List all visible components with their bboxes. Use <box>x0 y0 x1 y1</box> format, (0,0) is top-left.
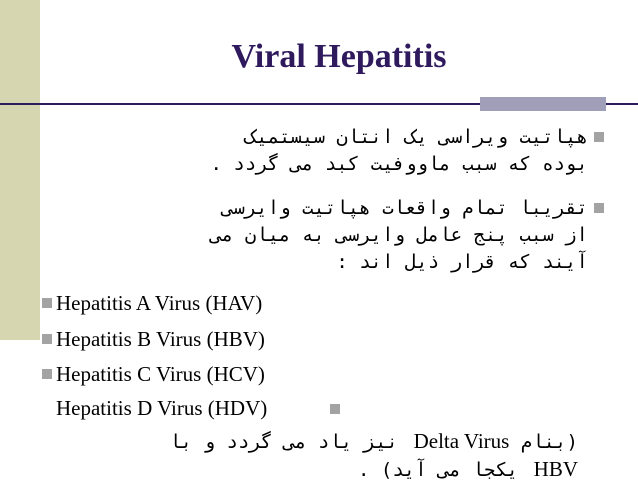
virus-item-a <box>56 291 262 316</box>
rtl-bullet-1-line-2: بوده که سبب ماووفیت کبد می گردد . <box>210 153 588 175</box>
virus-item-label: Hepatitis A Virus (HAV) <box>56 291 263 315</box>
bullet-square-icon <box>42 298 52 308</box>
virus-item-c <box>56 362 265 387</box>
virus-item-d <box>56 396 267 421</box>
delta-note-line-1 <box>169 428 578 456</box>
virus-item-label: Hepatitis C Virus (HCV) <box>56 362 265 386</box>
rtl-bullet-2-line-2: از سبب پنج عامل وایرسی به میان می <box>210 224 588 246</box>
title-rule-block <box>480 97 606 111</box>
bullet-square-icon <box>330 404 340 414</box>
delta-note-hbv: HBV <box>533 457 578 481</box>
delta-note-end: یکجا می آید) . <box>358 459 519 481</box>
delta-note-pre: (بنام <box>520 431 578 453</box>
rtl-bullet-2-line-1: تقریبا تمام واقعات هپاتیت وایرسی <box>221 197 588 219</box>
bullet-square-icon <box>42 369 52 379</box>
delta-note <box>169 428 578 484</box>
delta-note-line-2 <box>169 456 578 484</box>
bullet-square-icon <box>594 203 604 213</box>
rtl-bullet-1-line-1: هپاتیت ویراسی یک انتان سیستمیک <box>244 126 588 148</box>
virus-item-b <box>56 327 265 352</box>
rtl-bullet-2 <box>211 195 589 276</box>
virus-item-label: Hepatitis D Virus (HDV) <box>56 396 268 420</box>
rtl-bullet-1 <box>211 124 589 178</box>
bullet-square-icon <box>594 132 604 142</box>
delta-note-latin: Delta Virus <box>413 429 510 453</box>
slide-title: Viral Hepatitis <box>231 38 447 75</box>
virus-item-label: Hepatitis B Virus (HBV) <box>56 327 265 351</box>
delta-note-post: نیز یاد می گردد و با <box>169 431 399 453</box>
bullet-square-icon <box>42 334 52 344</box>
rtl-bullet-2-line-3: آیند که قرار ذیل اند : <box>336 251 588 273</box>
side-decor-bar <box>0 0 40 340</box>
